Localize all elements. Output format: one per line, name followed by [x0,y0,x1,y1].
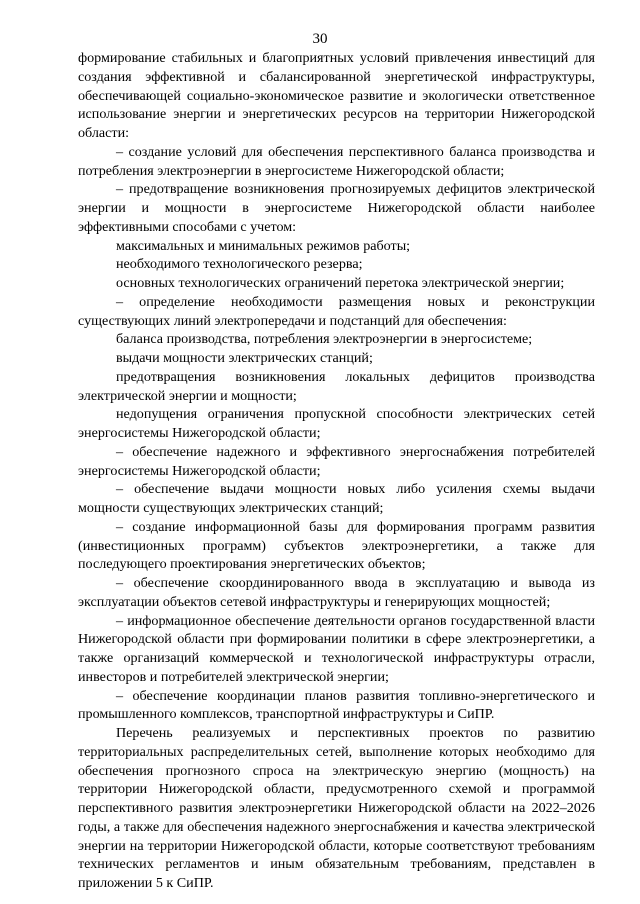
paragraph: недопущения ограничения пропускной способности электрических сетей энергосистемы Нижегородской области; [78,406,595,441]
document-body [78,49,595,893]
paragraph: – обеспечение выдачи мощности новых либо усиления схемы выдачи мощности существующих электрических станций; [78,481,595,516]
paragraph: предотвращения возникновения локальных дефицитов производства электрической энергии и мощности; [78,368,595,404]
paragraph: – обеспечение координации планов развития топливно-энергетического и промышленного комплексов, транспортной инфраструктуры и СиПР. [78,687,595,723]
paragraph: – предотвращение возникновения прогнозируемых дефицитов электрической энергии и мощности в энергосистеме Нижегородской области наиболее эффективными способами с учетом: [78,181,595,235]
paragraph: формирование стабильных и благоприятных условий привлечения инвестиций для создания эффективной и сбалансированной энергетической инфраструктуры, обеспечивающей социально-экономическое развитие и экологически ответственное использование энергии и энергетических ресурсов на территории Нижегородской области: [78,50,595,141]
paragraph: – создание условий для обеспечения перспективного баланса производства и потребления электроэнергии в энергосистеме Нижегородской области; [78,143,595,179]
paragraph: – создание информационной базы для формирования программ развития (инвестиционных программ) субъектов электроэнергетики, а также для последующего проектирования энергетических объектов; [78,518,595,573]
paragraph: – определение необходимости размещения новых и реконструкции существующих линий электропередачи и подстанций для обеспечения: [78,293,595,329]
paragraph: Перечень реализуемых и перспективных проектов по развитию территориальных распределительных сетей, выполнение которых необходимо для обеспечения прогнозного спроса на электрическую энергию (мощность) на территории Нижегородской области, предусмотренного схемой и программой перспективного развития электроэнергетики Нижегородской области на 2022–2026 годы, а также для обеспечения надежного энергоснабжения и качества электрической энергии на территории Нижегородской области, которые соответствуют требованиям технических регламентов и иным обязательным требованиям, представлен в приложении 5 к СиПР. [78,725,595,891]
paragraph: основных технологических ограничений перетока электрической энергии; [116,275,565,291]
paragraph: максимальных и минимальных режимов работы; [116,237,411,254]
paragraph: – информационное обеспечение деятельности органов государственной власти Нижегородской области при формировании политики в сфере электроэнергетики, а также организаций коммерческой и технологической инфраструктуры отрасли, инвесторов и потребителей электрической энергии; [78,612,595,685]
paragraph: выдачи мощности электрических станций; [116,350,373,366]
paragraph: баланса производства, потребления электроэнергии в энергосистеме; [116,331,533,348]
paragraph: – обеспечение надежного и эффективного энергоснабжения потребителей энергосистемы Нижегородской области; [78,443,595,479]
paragraph: необходимого технологического резерва; [116,256,363,273]
paragraph: – обеспечение скоординированного ввода в эксплуатацию и вывода из эксплуатации объектов сетевой инфраструктуры и генерирующих мощностей; [78,575,595,610]
page-number: 30 [312,31,328,47]
